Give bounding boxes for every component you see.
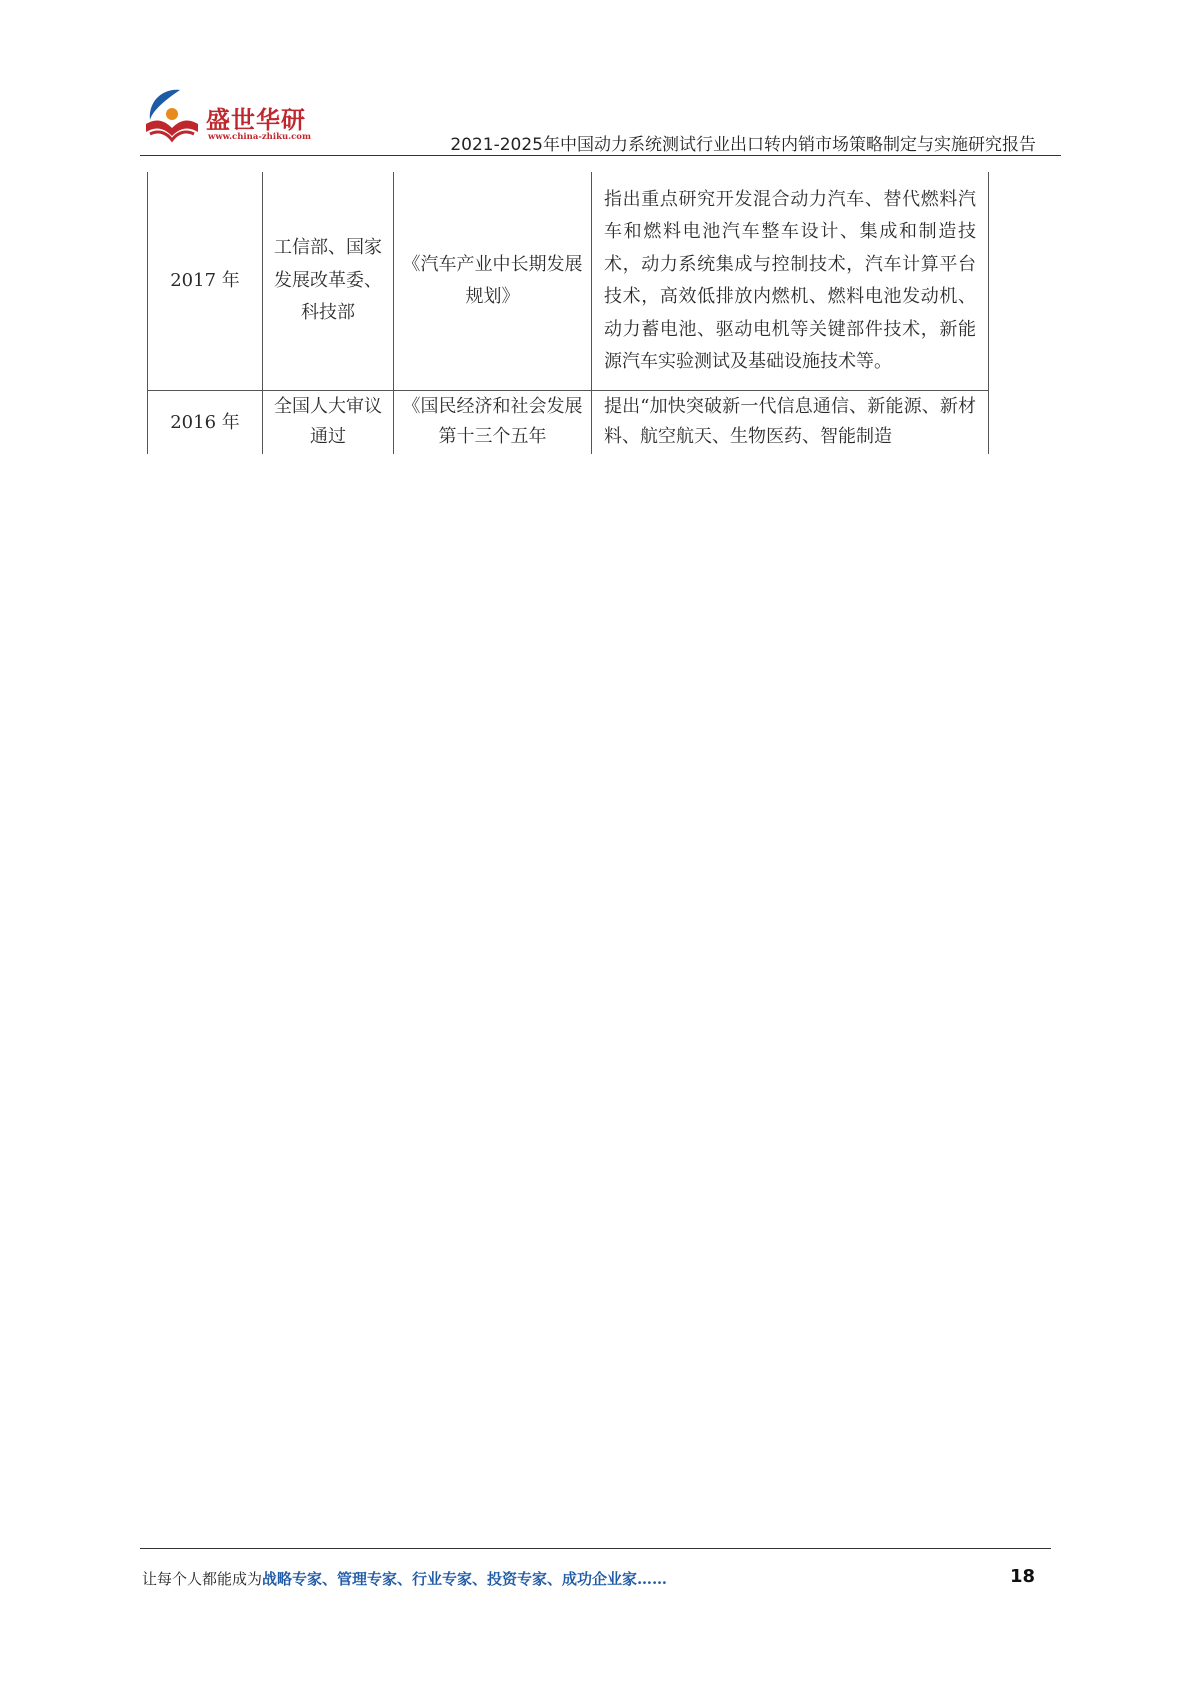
footer-divider (140, 1548, 1051, 1549)
document-cell: 《国民经济和社会发展第十三个五年 (394, 391, 592, 455)
description-cell: 指出重点研究开发混合动力汽车、替代燃料汽车和燃料电池汽车整车设计、集成和制造技术，动力系统集成与控制技术，汽车计算平台技术，高效低排放内燃机、燃料电池发动机、动力蓄电池、驱动电机等关键部件技术，新能源汽车实验测试及基础设施技术等。 (592, 172, 989, 391)
logo-text: 盛世华研 (206, 106, 306, 134)
year-cell: 2016 年 (148, 391, 263, 455)
policy-table (147, 172, 989, 454)
table-row (148, 391, 989, 455)
year-cell: 2017 年 (148, 172, 263, 391)
logo-url: www.china-zhiku.com (208, 132, 311, 142)
department-cell: 工信部、国家发展改革委、科技部 (263, 172, 394, 391)
header-divider (140, 155, 1061, 156)
footer-slogan (142, 1568, 667, 1589)
department-cell: 全国人大审议通过 (263, 391, 394, 455)
report-title: 2021-2025年中国动力系统测试行业出口转内销市场策略制定与实施研究报告 (450, 135, 1036, 155)
description-cell: 提出“加快突破新一代信息通信、新能源、新材料、航空航天、生物医药、智能制造 (592, 391, 989, 455)
company-logo (140, 84, 310, 148)
page-number: 18 (1010, 1566, 1036, 1587)
open-book-logo-icon (140, 84, 204, 148)
footer-slogan-roles: 战略专家、管理专家、行业专家、投资专家、成功企业家…… (262, 1570, 668, 1588)
document-cell: 《汽车产业中长期发展规划》 (394, 172, 592, 391)
table-row (148, 172, 989, 391)
footer-slogan-prefix: 让每个人都能成为 (142, 1570, 263, 1588)
